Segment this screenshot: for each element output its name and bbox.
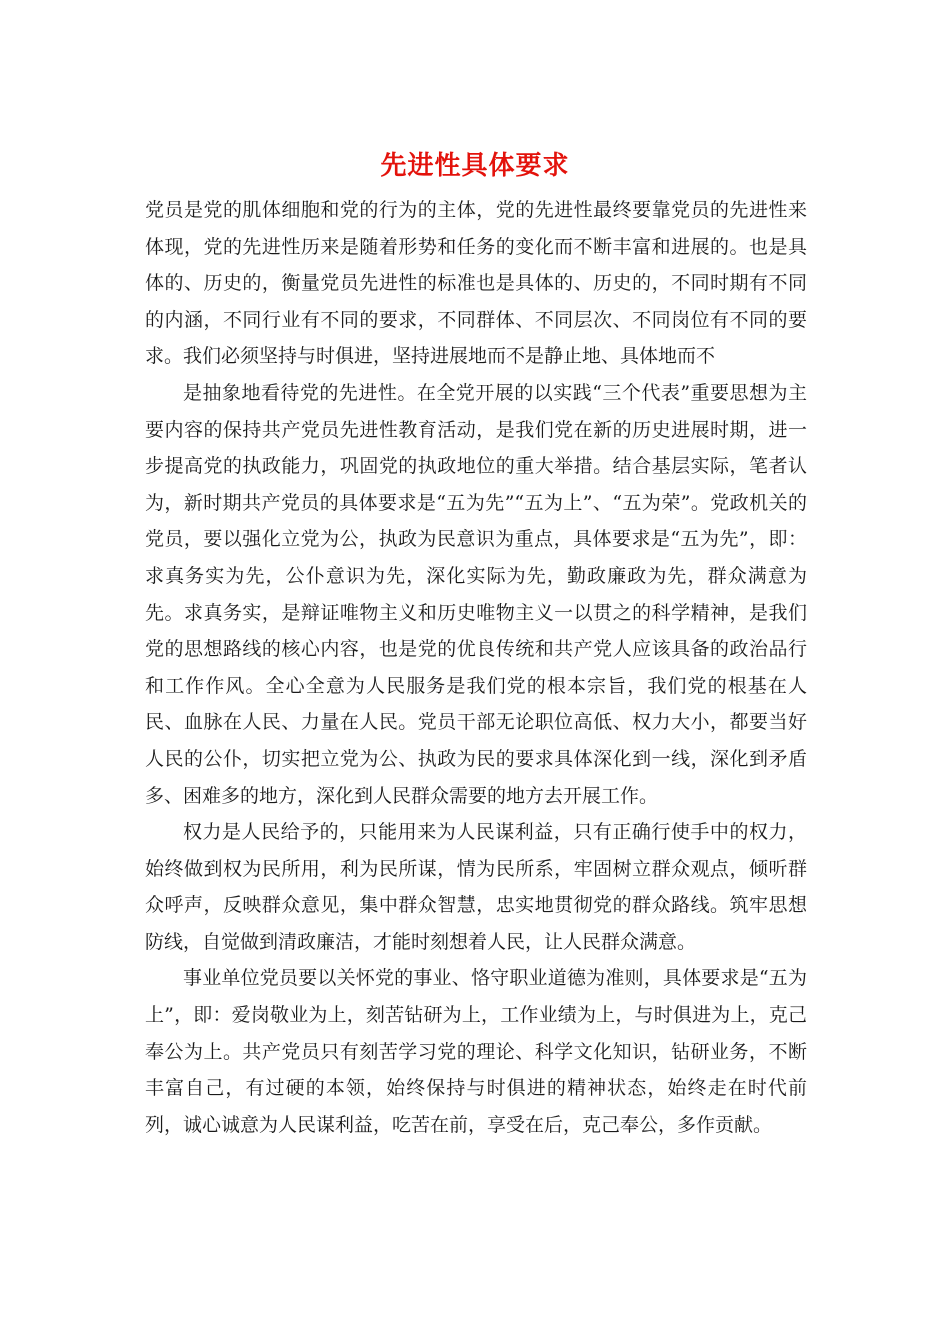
document-body: [145, 192, 807, 1143]
paragraph-2: 是抽象地看待党的先进性。在全党开展的以实践“三个代表”重要思想为主要内容的保持共产党员先进性教育活动，是我们党在新的历史进展时期，进一步提高党的执政能力，巩固党的执政地位的重大举措。结合基层实际，笔者认为，新时期共产党员的具体要求是“五为先”“五为上”、“五为荣”。党政机关的党员，要以强化立党为公，执政为民意识为重点，具体要求是“五为先”，即：求真务实为先，公仆意识为先，深化实际为先，勤政廉政为先，群众满意为先。求真务实，是辩证唯物主义和历史唯物主义一以贯之的科学精神，是我们党的思想路线的核心内容，也是党的优良传统和共产党人应该具备的政治品行和工作作风。全心全意为人民服务是我们党的根本宗旨，我们党的根基在人民、血脉在人民、力量在人民。党员干部无论职位高低、权力大小，都要当好人民的公仆，切实把立党为公、执政为民的要求具体深化到一线，深化到矛盾多、困难多的地方，深化到人民群众需要的地方去开展工作。: [145, 381, 807, 807]
paragraph-4: 事业单位党员要以关怀党的事业、恪守职业道德为准则，具体要求是“五为上”，即：爱岗敬业为上，刻苦钻研为上，工作业绩为上，与时俱进为上，克己奉公为上。共产党员只有刻苦学习党的理论、科学文化知识，钻研业务，不断丰富自己，有过硬的本领，始终保持与时俱进的精神状态，始终走在时代前列，诚心诚意为人民谋利益，吃苦在前，享受在后，克己奉公，多作贡献。: [145, 967, 807, 1136]
document-title: 先进性具体要求: [380, 151, 570, 181]
paragraph-3: 权力是人民给予的，只能用来为人民谋利益，只有正确行使手中的权力，始终做到权为民所用，利为民所谋，情为民所系，牢固树立群众观点，倾听群众呼声，反映群众意见，集中群众智慧，忠实地贯彻党的群众路线。筑牢思想防线，自觉做到清政廉洁，才能时刻想着人民，让人民群众满意。: [145, 821, 807, 953]
paragraph-1: 党员是党的肌体细胞和党的行为的主体，党的先进性最终要靠党员的先进性来体现，党的先进性历来是随着形势和任务的变化而不断丰富和进展的。也是具体的、历史的，衡量党员先进性的标准也是具体的、历史的，不同时期有不同的内涵，不同行业有不同的要求，不同群体、不同层次、不同岗位有不同的要求。我们必须坚持与时俱进，坚持进展地而不是静止地、具体地而不: [145, 199, 807, 368]
